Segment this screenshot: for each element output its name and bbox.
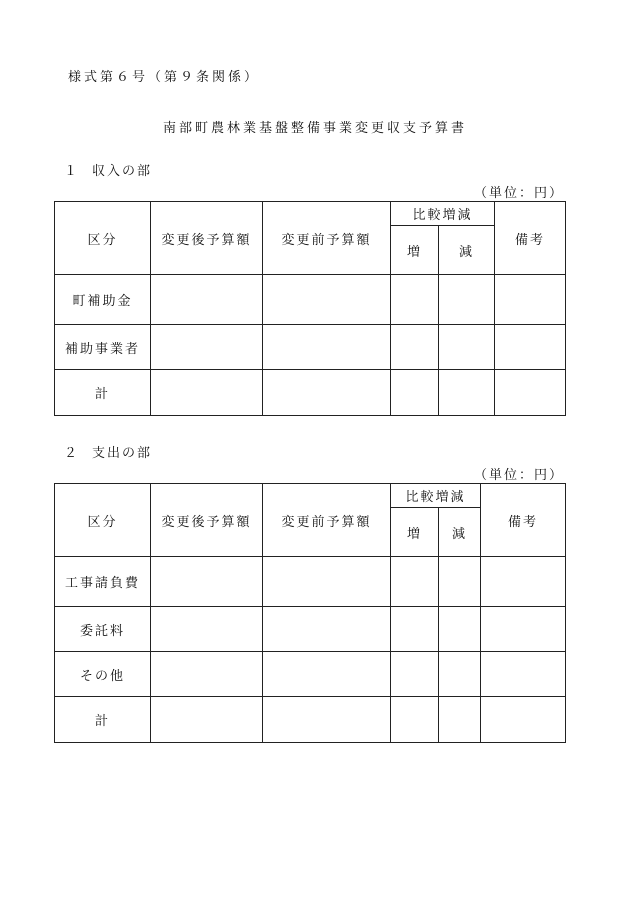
header-remarks: 備考	[495, 202, 566, 275]
row-label: 計	[55, 697, 151, 743]
table-row	[55, 607, 566, 652]
header-after-budget: 変更後予算額	[151, 484, 263, 557]
cell-after-budget	[151, 325, 263, 370]
table-row	[55, 652, 566, 697]
cell-decrease	[439, 607, 481, 652]
cell-increase	[391, 275, 439, 325]
document-title: 南部町農林業基盤整備事業変更収支予算書	[162, 121, 467, 136]
cell-increase	[391, 370, 439, 416]
header-before-budget: 変更前予算額	[263, 484, 391, 557]
table-header-row	[55, 202, 566, 226]
table-row	[55, 275, 566, 325]
cell-after-budget	[151, 607, 263, 652]
header-after-budget: 変更後予算額	[151, 202, 263, 275]
cell-remarks	[495, 275, 566, 325]
expenditure-table	[54, 483, 566, 743]
cell-decrease	[439, 652, 481, 697]
income-unit-label: （単位：円）	[473, 186, 564, 201]
header-remarks: 備考	[481, 484, 566, 557]
form-number: 様式第６号（第９条関係）	[68, 70, 261, 85]
cell-increase	[391, 652, 439, 697]
header-before-budget: 変更前予算額	[263, 202, 391, 275]
cell-remarks	[481, 652, 566, 697]
cell-after-budget	[151, 275, 263, 325]
row-label: 工事請負費	[55, 557, 151, 607]
header-decrease: 減	[439, 508, 481, 557]
row-label: その他	[55, 652, 151, 697]
header-category: 区分	[55, 202, 151, 275]
income-section-label: 収入の部	[92, 164, 153, 179]
table-row	[55, 557, 566, 607]
row-label: 補助事業者	[55, 325, 151, 370]
cell-decrease	[439, 275, 495, 325]
cell-before-budget	[263, 652, 391, 697]
cell-remarks	[481, 607, 566, 652]
cell-increase	[391, 325, 439, 370]
header-comparison: 比較増減	[391, 484, 481, 508]
expenditure-section-label: 支出の部	[92, 446, 153, 461]
cell-increase	[391, 697, 439, 743]
table-row	[55, 370, 566, 416]
income-table	[54, 201, 566, 416]
header-category: 区分	[55, 484, 151, 557]
cell-remarks	[481, 697, 566, 743]
cell-remarks	[481, 557, 566, 607]
cell-decrease	[439, 325, 495, 370]
cell-before-budget	[263, 557, 391, 607]
table-row	[55, 697, 566, 743]
row-label: 計	[55, 370, 151, 416]
header-increase: 増	[391, 508, 439, 557]
cell-after-budget	[151, 652, 263, 697]
table-header-row	[55, 484, 566, 508]
cell-before-budget	[263, 370, 391, 416]
cell-decrease	[439, 697, 481, 743]
cell-before-budget	[263, 607, 391, 652]
cell-after-budget	[151, 557, 263, 607]
table-row	[55, 325, 566, 370]
cell-after-budget	[151, 370, 263, 416]
cell-remarks	[495, 325, 566, 370]
row-label: 委託料	[55, 607, 151, 652]
cell-after-budget	[151, 697, 263, 743]
expenditure-section-title	[64, 442, 152, 461]
cell-decrease	[439, 557, 481, 607]
cell-remarks	[495, 370, 566, 416]
cell-before-budget	[263, 697, 391, 743]
header-comparison: 比較増減	[391, 202, 495, 226]
expenditure-section-number: ２	[64, 446, 80, 461]
header-increase: 増	[391, 226, 439, 275]
cell-before-budget	[263, 275, 391, 325]
row-label: 町補助金	[55, 275, 151, 325]
cell-increase	[391, 557, 439, 607]
income-section-number: １	[64, 164, 80, 179]
cell-decrease	[439, 370, 495, 416]
cell-increase	[391, 607, 439, 652]
header-decrease: 減	[439, 226, 495, 275]
cell-before-budget	[263, 325, 391, 370]
expenditure-unit-label: （単位：円）	[473, 468, 564, 483]
income-section-title	[64, 160, 152, 179]
